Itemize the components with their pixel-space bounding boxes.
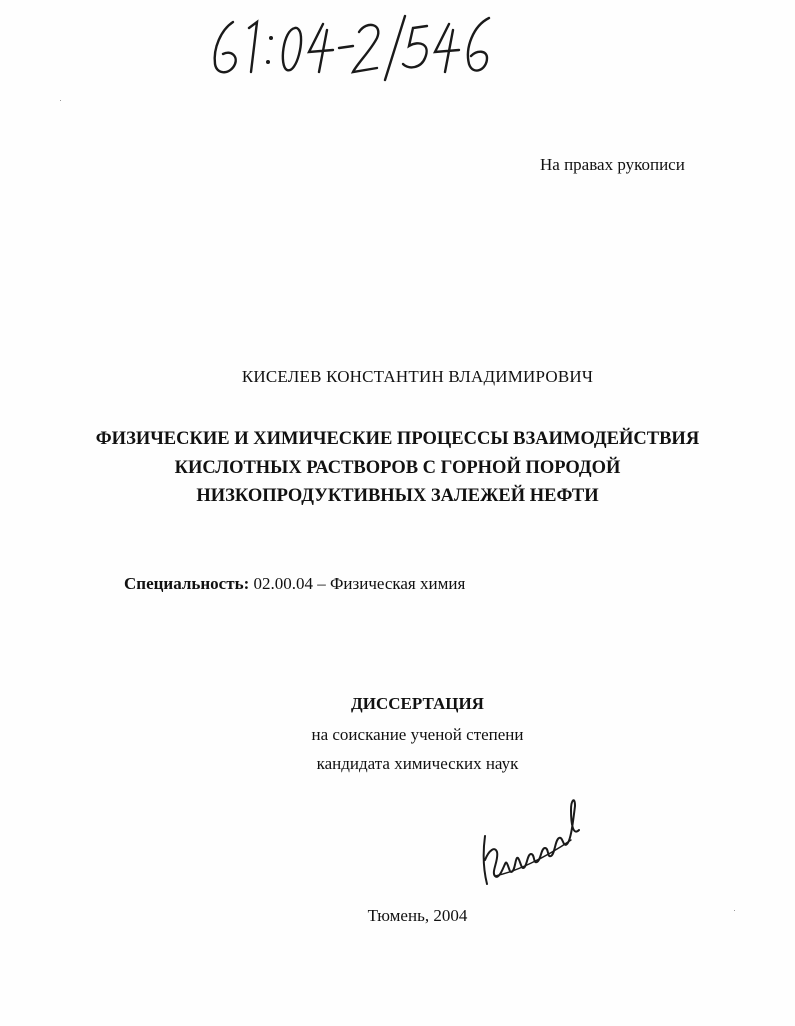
scan-speck [60, 100, 61, 101]
specialty-value: 02.00.04 – Физическая химия [249, 574, 466, 593]
specialty-line [124, 574, 465, 594]
rights-note: На правах рукописи [540, 155, 685, 174]
author-signature [475, 776, 595, 896]
degree-line-2: кандидата химических наук [316, 754, 519, 773]
degree-line-1: на соискание ученой степени [311, 725, 524, 744]
handwritten-catalog-number [205, 8, 505, 88]
scan-speck [734, 910, 735, 911]
title-line: ФИЗИЧЕСКИЕ И ХИМИЧЕСКИЕ ПРОЦЕССЫ ВЗАИМОДЕЙСТВИЯ [95, 429, 700, 449]
title-line: НИЗКОПРОДУКТИВНЫХ ЗАЛЕЖЕЙ НЕФТИ [196, 486, 599, 506]
title-line: КИСЛОТНЫХ РАСТВОРОВ С ГОРНОЙ ПОРОДОЙ [174, 457, 621, 478]
author-name: КИСЕЛЕВ КОНСТАНТИН ВЛАДИМИРОВИЧ [241, 367, 594, 386]
dissertation-heading: ДИССЕРТАЦИЯ [351, 694, 484, 713]
city-year: Тюмень, 2004 [367, 906, 468, 925]
dissertation-title [0, 425, 795, 511]
specialty-label: Специальность: [124, 574, 250, 593]
